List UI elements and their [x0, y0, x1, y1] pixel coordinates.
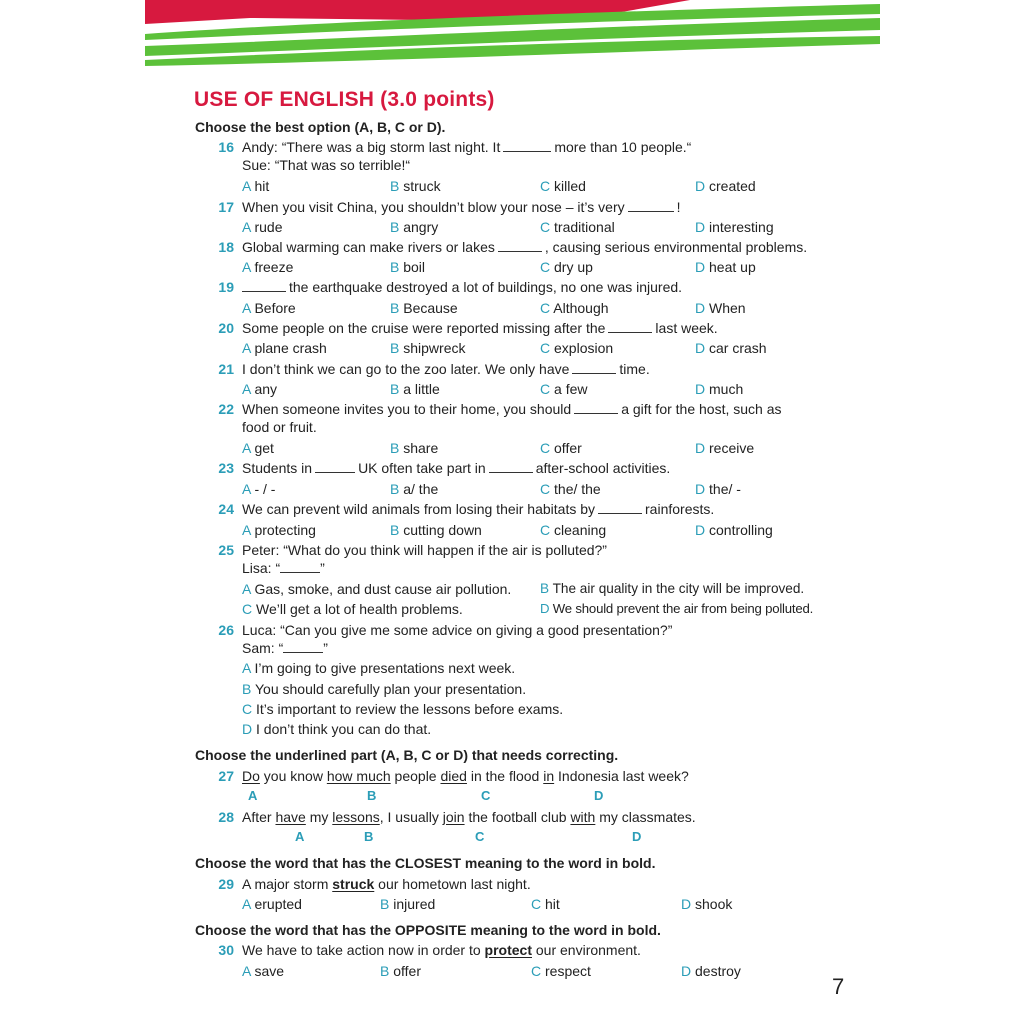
option-17-d[interactable]: D interesting	[695, 219, 774, 235]
option-21-d[interactable]: D much	[695, 381, 744, 397]
label-27-a: A	[248, 788, 258, 803]
question-20-line-1: Some people on the cruise were reported missing after the last week.	[242, 320, 718, 336]
underlined-27-c[interactable]: died	[440, 768, 467, 784]
option-30-a[interactable]: A save	[242, 963, 285, 979]
label-27-d: D	[594, 788, 604, 803]
option-30-c[interactable]: C respect	[531, 963, 591, 979]
question-number-26: 26	[218, 622, 234, 638]
option-18-b[interactable]: B boil	[390, 259, 426, 275]
bold-word-29: struck	[332, 876, 375, 892]
question-number-21: 21	[218, 361, 234, 377]
option-16-d[interactable]: D created	[695, 178, 756, 194]
option-20-a[interactable]: A plane crash	[242, 340, 327, 356]
question-24-line-1: We can prevent wild animals from losing their habitats by rainforests.	[242, 501, 715, 517]
question-number-23: 23	[218, 460, 234, 476]
bold-word-30: protect	[484, 942, 532, 958]
question-number-27: 27	[218, 768, 234, 784]
underlined-28-b[interactable]: lessons	[332, 809, 380, 825]
option-25-b[interactable]: B The air quality in the city will be improved.	[540, 581, 805, 596]
option-16-a[interactable]: A hit	[242, 178, 270, 194]
option-29-d[interactable]: D shook	[681, 896, 733, 912]
underlined-27-a[interactable]: Do	[242, 768, 260, 784]
option-19-c[interactable]: C Although	[540, 300, 609, 316]
option-26-a[interactable]: A I’m going to give presentations next week.	[242, 660, 516, 676]
label-28-c: C	[475, 829, 485, 844]
option-24-b[interactable]: B cutting down	[390, 522, 482, 538]
question-16-line-1: Andy: “There was a big storm last night. It more than 10 people.“	[242, 139, 692, 155]
option-24-d[interactable]: D controlling	[695, 522, 773, 538]
option-22-d[interactable]: D receive	[695, 440, 755, 456]
question-number-18: 18	[218, 239, 234, 255]
label-28-d: D	[632, 829, 642, 844]
option-29-b[interactable]: B injured	[380, 896, 436, 912]
instruction-closest: Choose the word that has the CLOSEST meaning to the word in bold.	[195, 855, 656, 871]
option-26-c[interactable]: C It’s important to review the lessons before exams.	[242, 701, 564, 717]
option-22-a[interactable]: A get	[242, 440, 274, 456]
option-24-a[interactable]: A protecting	[242, 522, 316, 538]
option-26-d[interactable]: D I don’t think you can do that.	[242, 721, 432, 737]
underlined-28-c[interactable]: join	[442, 809, 465, 825]
option-24-c[interactable]: C cleaning	[540, 522, 607, 538]
question-number-22: 22	[218, 401, 234, 417]
question-17-line-1: When you visit China, you shouldn’t blow your nose – it’s very !	[242, 199, 681, 215]
option-18-c[interactable]: C dry up	[540, 259, 593, 275]
underlined-28-a[interactable]: have	[275, 809, 306, 825]
underlined-27-b[interactable]: how much	[326, 768, 391, 784]
question-number-25: 25	[218, 542, 234, 558]
underlined-28-d[interactable]: with	[570, 809, 596, 825]
option-21-a[interactable]: A any	[242, 381, 278, 397]
option-17-b[interactable]: B angry	[390, 219, 439, 235]
option-30-d[interactable]: D destroy	[681, 963, 741, 979]
label-27-c: C	[481, 788, 491, 803]
question-25-line-2: Lisa: “ ”	[242, 560, 325, 576]
option-30-b[interactable]: B offer	[380, 963, 421, 979]
option-25-a[interactable]: A Gas, smoke, and dust cause air pollution.	[242, 581, 512, 597]
question-28-sentence: After have my lessons, I usually join the football club with my classmates.	[242, 809, 696, 825]
option-17-c[interactable]: C traditional	[540, 219, 615, 235]
question-26-line-1: Luca: “Can you give me some advice on giving a good presentation?”	[242, 622, 673, 638]
option-23-b[interactable]: B a/ the	[390, 481, 439, 497]
label-27-b: B	[367, 788, 377, 803]
question-number-20: 20	[218, 320, 234, 336]
option-16-b[interactable]: B struck	[390, 178, 441, 194]
question-30-sentence: We have to take action now in order to protect our environment.	[242, 942, 641, 958]
option-20-b[interactable]: B shipwreck	[390, 340, 466, 356]
label-28-b: B	[364, 829, 374, 844]
instruction-best-option: Choose the best option (A, B, C or D).	[195, 119, 446, 135]
option-18-a[interactable]: A freeze	[242, 259, 294, 275]
option-22-c[interactable]: C offer	[540, 440, 582, 456]
instruction-opposite: Choose the word that has the OPPOSITE meaning to the word in bold.	[195, 922, 661, 938]
option-19-b[interactable]: B Because	[390, 300, 458, 316]
option-25-d[interactable]: D We should prevent the air from being polluted.	[540, 601, 814, 616]
question-number-17: 17	[218, 199, 234, 215]
section-title: USE OF ENGLISH (3.0 points)	[194, 88, 495, 111]
question-number-29: 29	[218, 876, 234, 892]
page-number: 7	[832, 974, 845, 999]
question-25-line-1: Peter: “What do you think will happen if the air is polluted?”	[242, 542, 607, 558]
question-23-line-1: Students in UK often take part in after-school activities.	[242, 460, 671, 476]
question-number-30: 30	[218, 942, 234, 958]
question-22-line-2: food or fruit.	[242, 419, 317, 435]
option-23-d[interactable]: D the/ -	[695, 481, 741, 497]
option-22-b[interactable]: B share	[390, 440, 439, 456]
option-23-c[interactable]: C the/ the	[540, 481, 601, 497]
option-23-a[interactable]: A - / -	[242, 481, 276, 497]
option-29-c[interactable]: C hit	[531, 896, 560, 912]
question-number-16: 16	[218, 139, 234, 155]
option-20-c[interactable]: C explosion	[540, 340, 614, 356]
option-21-b[interactable]: B a little	[390, 381, 440, 397]
option-26-b[interactable]: B You should carefully plan your presentation.	[242, 681, 527, 697]
question-number-24: 24	[218, 501, 234, 517]
option-16-c[interactable]: C killed	[540, 178, 586, 194]
underlined-27-d[interactable]: in	[543, 768, 555, 784]
question-22-line-1: When someone invites you to their home, you should a gift for the host, such as	[242, 401, 782, 417]
question-27-sentence: Do you know how much people died in the flood in Indonesia last week?	[242, 768, 689, 784]
option-18-d[interactable]: D heat up	[695, 259, 756, 275]
question-number-28: 28	[218, 809, 234, 825]
option-19-d[interactable]: D When	[695, 300, 746, 316]
label-28-a: A	[295, 829, 305, 844]
option-29-a[interactable]: A erupted	[242, 896, 302, 912]
option-17-a[interactable]: A rude	[242, 219, 283, 235]
option-21-c[interactable]: C a few	[540, 381, 588, 397]
question-21-line-1: I don’t think we can go to the zoo later. We only have time.	[242, 361, 650, 377]
option-19-a[interactable]: A Before	[242, 300, 296, 316]
option-25-c[interactable]: C We’ll get a lot of health problems.	[242, 601, 463, 617]
header-banner	[0, 0, 1024, 80]
option-20-d[interactable]: D car crash	[695, 340, 767, 356]
question-26-line-2: Sam: “ ”	[242, 640, 328, 656]
question-number-19: 19	[218, 279, 234, 295]
question-29-sentence: A major storm struck our hometown last night.	[242, 876, 531, 892]
question-18-line-1: Global warming can make rivers or lakes , causing serious environmental problems.	[242, 239, 808, 255]
question-16-line-2: Sue: “That was so terrible!“	[242, 157, 411, 173]
question-19-line-1: the earthquake destroyed a lot of buildings, no one was injured.	[242, 279, 682, 295]
instruction-underlined: Choose the underlined part (A, B, C or D) that needs correcting.	[195, 747, 619, 763]
